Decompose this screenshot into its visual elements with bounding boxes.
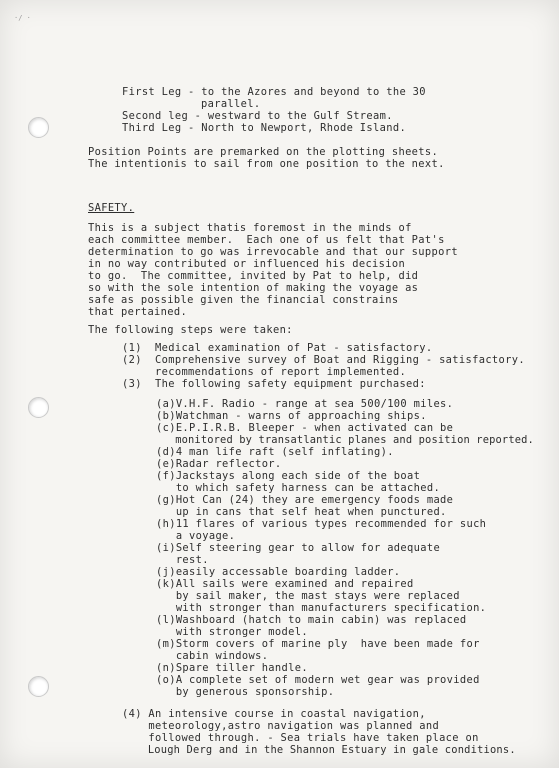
- equipment-item: (l)Washboard (hatch to main cabin) was replaced: [156, 614, 467, 626]
- steps-intro: The following steps were taken:: [88, 324, 293, 336]
- punch-hole: [28, 397, 49, 418]
- equipment-item: (o)A complete set of modern wet gear was provided: [156, 674, 480, 686]
- safety-paragraph-line: safe as possible given the financial constrains: [88, 294, 399, 306]
- equipment-item: by sail maker, the mast stays were replaced: [156, 590, 460, 602]
- equipment-item: (h)11 flares of various types recommended for such: [156, 518, 487, 530]
- equipment-item: with stronger than manufacturers specification.: [156, 602, 487, 614]
- equipment-item: (d)4 man life raft (self inflating).: [156, 446, 394, 458]
- step-4-line: meteorology,astro navigation was planned and: [122, 720, 440, 732]
- equipment-item: with stronger model.: [156, 626, 308, 638]
- position-line: The intentionis to sail from one position to the next.: [88, 158, 445, 170]
- equipment-item: by generous sponsorship.: [156, 686, 335, 698]
- equipment-item: (c)E.P.I.R.B. Bleeper - when activated can be: [156, 422, 454, 434]
- safety-paragraph-line: determination to go was irrevocable and that our support: [88, 246, 458, 258]
- step-line: recommendations of report implemented.: [122, 366, 407, 378]
- step-4-line: Lough Derg and in the Shannon Estuary in gale conditions.: [122, 744, 516, 756]
- step-4-line: followed through. - Sea trials have taken place on: [122, 732, 479, 744]
- step-line: (1) Medical examination of Pat - satisfactory.: [122, 342, 433, 354]
- scan-mark: ·/ ·: [14, 14, 31, 22]
- equipment-item: (i)Self steering gear to allow for adequate: [156, 542, 441, 554]
- equipment-item: (e)Radar reflector.: [156, 458, 282, 470]
- safety-paragraph-line: that pertained.: [88, 306, 188, 318]
- equipment-item: (a)V.H.F. Radio - range at sea 500/100 miles.: [156, 398, 454, 410]
- equipment-item: (k)All sails were examined and repaired: [156, 578, 414, 590]
- equipment-item: to which safety harness can be attached.: [156, 482, 441, 494]
- safety-paragraph-line: each committee member. Each one of us felt that Pat's: [88, 234, 445, 246]
- equipment-item: cabin windows.: [156, 650, 269, 662]
- equipment-item: (n)Spare tiller handle.: [156, 662, 308, 674]
- position-line: Position Points are premarked on the plotting sheets.: [88, 146, 439, 158]
- punch-hole: [28, 117, 49, 138]
- equipment-item: (b)Watchman - warns of approaching ships.: [156, 410, 427, 422]
- leg-line: Second leg - westward to the Gulf Stream.: [122, 110, 393, 122]
- equipment-item: (f)Jackstays along each side of the boat: [156, 470, 421, 482]
- equipment-item: up in cans that self heat when punctured.: [156, 506, 447, 518]
- safety-paragraph-line: to go. The committee, invited by Pat to help, did: [88, 270, 419, 282]
- safety-paragraph-line: so with the sole intention of making the voyage as: [88, 282, 419, 294]
- step-4-line: (4) An intensive course in coastal navigation,: [122, 708, 426, 720]
- safety-paragraph-line: in no way contributed or influenced his decision: [88, 258, 406, 270]
- leg-line: Third Leg - North to Newport, Rhode Island.: [122, 122, 407, 134]
- equipment-item: rest.: [156, 554, 209, 566]
- step-line: (3) The following safety equipment purchased:: [122, 378, 426, 390]
- step-line: (2) Comprehensive survey of Boat and Rigging - satisfactory.: [122, 354, 525, 366]
- leg-line: parallel.: [201, 98, 261, 110]
- equipment-item: (m)Storm covers of marine ply have been made for: [156, 638, 480, 650]
- equipment-item: (j)easily accessable boarding ladder.: [156, 566, 401, 578]
- safety-heading: SAFETY.: [88, 202, 135, 214]
- punch-hole: [28, 676, 49, 697]
- safety-paragraph-line: This is a subject thatis foremost in the minds of: [88, 222, 412, 234]
- equipment-item: a voyage.: [156, 530, 236, 542]
- leg-line: First Leg - to the Azores and beyond to the 30: [122, 86, 426, 98]
- equipment-item: (g)Hot Can (24) they are emergency foods made: [156, 494, 454, 506]
- equipment-item: monitored by transatlantic planes and position reported.: [156, 434, 534, 446]
